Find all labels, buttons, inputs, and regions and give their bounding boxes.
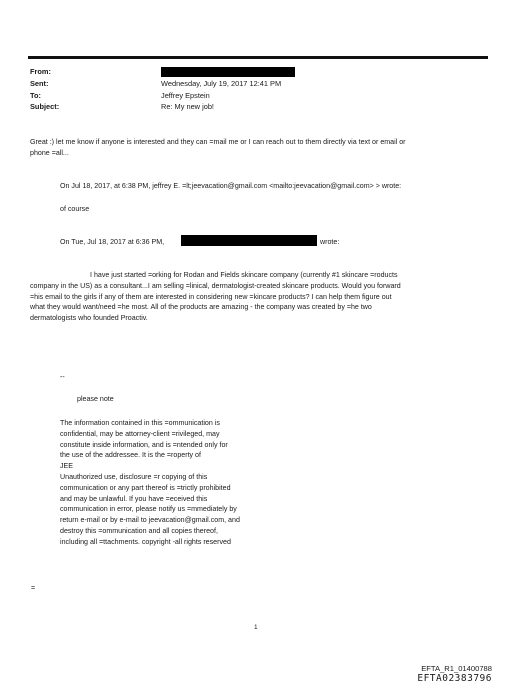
sent-value: Wednesday, July 19, 2017 12:41 PM — [161, 79, 282, 88]
bates-number-2: EFTA02383796 — [417, 673, 492, 684]
notice-line: Unauthorized use, disclosure =r copying of this — [60, 472, 208, 481]
paragraph-line: what they would want/need =he most. All of the products are amazing - the company was created by =he two — [30, 303, 372, 312]
notice-line: communication in error, please notify us =mmediately by — [60, 505, 237, 514]
notice-line: the use of the addressee. It is the =roperty of — [60, 451, 201, 460]
notice-line: The information contained in this =ommunication is — [60, 419, 220, 427]
subject-value: Re: My new job! — [161, 102, 214, 111]
paragraph-line: =his email to the girls if any of them are interested in considering new =kincare products? I can help them figure out — [30, 292, 392, 301]
notice-line: constitute inside information, and is =ntended only for — [60, 440, 228, 449]
confidentiality-notice — [60, 418, 280, 548]
message-paragraph — [30, 270, 500, 324]
notice-line: confidential, may be attorney-client =rivileged, may — [60, 429, 220, 438]
paragraph-line: I have just started =orking for Rodan and Fields skincare company (currently #1 skincare =roducts — [90, 271, 398, 279]
reply-line: Great :) let me know if anyone is interested and they can =mail me or I can reach out to them directly via text or email or — [30, 138, 406, 146]
paragraph-line: dermatologists who founded Proactiv. — [30, 314, 148, 323]
please-note: please note — [77, 395, 114, 403]
page-number: 1 — [254, 624, 258, 631]
reply-line: phone =all... — [30, 148, 69, 157]
notice-line: destroy this =ommunication and all copies thereof, — [60, 526, 218, 535]
quote1-text: of course — [60, 205, 90, 213]
sent-label: Sent: — [30, 79, 49, 88]
quote2-prefix: On Tue, Jul 18, 2017 at 6:36 PM, — [60, 238, 165, 246]
stray-mark: = — [31, 584, 36, 592]
reply-text — [30, 137, 500, 159]
bates-number-1: EFTA_R1_01400788 — [421, 664, 492, 673]
paragraph-line: company in the US) as a consultant...I am selling =linical, dermatologist-created skincare products. Would you forward — [30, 281, 401, 290]
header-rule — [28, 56, 488, 59]
redaction-sender — [181, 235, 317, 246]
from-label: From: — [30, 67, 51, 76]
notice-line: and may be unlawful. If you have =eceived this — [60, 494, 208, 503]
notice-line: return e-mail or by e-mail to jeevacation@gmail.com, and — [60, 516, 240, 525]
notice-line: including all =ttachments. copyright -all rights reserved — [60, 537, 231, 546]
quote1-header: On Jul 18, 2017, at 6:38 PM, jeffrey E. =lt;jeevacation@gmail.com <mailto:jeevacation@gmail.com> > wrote: — [60, 182, 402, 190]
to-value: Jeffrey Epstein — [161, 90, 210, 100]
to-label: To: — [30, 90, 41, 100]
signature-dashes: -- — [60, 373, 65, 381]
subject-label: Subject: — [30, 102, 60, 111]
quote2-suffix: wrote: — [320, 238, 340, 246]
notice-line: JEE — [60, 462, 74, 471]
notice-line: communication or any part thereof is =trictly prohibited — [60, 483, 231, 492]
redaction-from — [161, 67, 295, 77]
